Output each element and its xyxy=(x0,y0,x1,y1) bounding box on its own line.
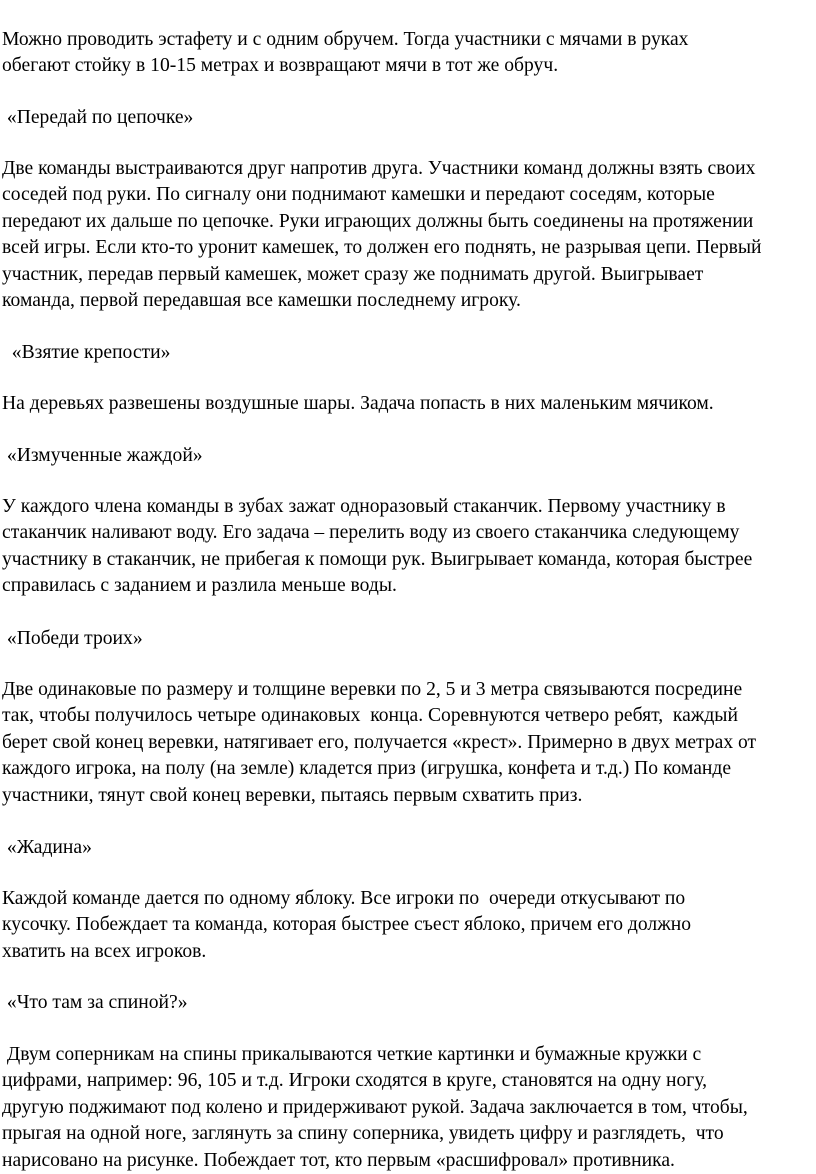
text-line: У каждого члена команды в зубах зажат одноразовый стаканчик. Первому участнику в xyxy=(2,496,726,517)
text-line: нарисовано на рисунке. Побеждает тот, кто первым «расшифровал» противника. xyxy=(2,1149,675,1171)
section-body-thirst xyxy=(2,494,814,600)
text-line: кусочку. Побеждает та команда, которая быстрее съест яблоко, причем его должно xyxy=(2,914,692,936)
text-line: каждого игрока, на полу (на земле) кладется приз (игрушка, конфета и т.д.) По команде xyxy=(2,758,732,780)
intro-paragraph xyxy=(2,27,814,80)
section-body-behind-back xyxy=(2,1042,814,1174)
section-body-beat-three xyxy=(2,677,814,809)
section-title-thirst: «Измученные жаждой» xyxy=(2,445,203,466)
text-line: участник, передав первый камешек, может сразу же поднимать другой. Выигрывает xyxy=(2,263,704,285)
text-line: прыгая на одной ноге, заглянуть за спину соперника, увидеть цифру и разглядеть, что xyxy=(2,1123,724,1145)
section-body-pass-chain xyxy=(2,156,814,314)
text-line: цифрами, например: 96, 105 и т.д. Игроки сходятся в круге, становятся на одну ногу, xyxy=(2,1070,708,1092)
text-line: участнику в стаканчик, не прибегая к помощи рук. Выигрывает команда, которая быстрее xyxy=(2,548,753,570)
section-title-greedy: «Жадина» xyxy=(2,837,92,858)
section-body-fortress xyxy=(2,391,814,417)
section-title-beat-three: «Победи троих» xyxy=(2,628,143,649)
text-line: Каждой команде дается по одному яблоку. Все игроки по очереди откусывают по xyxy=(2,888,686,909)
text-line: Двум соперникам на спины прикалываются четкие картинки и бумажные кружки с xyxy=(2,1044,702,1065)
text-line: На деревьях развешены воздушные шары. Задача попасть в них маленьким мячиком. xyxy=(2,393,714,414)
text-line: передают их дальше по цепочке. Руки играющих должны быть соединены на протяжении xyxy=(2,210,754,232)
text-line: стаканчик наливают воду. Его задача – перелить воду из своего стаканчика следующему xyxy=(2,522,740,544)
text-line: так, чтобы получилось четыре одинаковых конца. Соревнуются четверо ребят, каждый xyxy=(2,705,738,727)
section-title-behind-back: «Что там за спиной?» xyxy=(2,992,188,1013)
text-line: участники, тянут свой конец веревки, пытаясь первым схватить приз. xyxy=(2,784,583,806)
section-body-greedy xyxy=(2,886,814,965)
section-title-pass-chain: «Передай по цепочке» xyxy=(2,107,194,128)
text-line: всей игры. Если кто-то уронит камешек, то должен его поднять, не разрывая цепи. Первый xyxy=(2,237,762,259)
section-title-fortress: «Взятие крепости» xyxy=(2,342,171,363)
text-line: соседей под руки. По сигналу они поднимают камешки и передают соседям, которые xyxy=(2,184,715,206)
text-line: команда, первой передавшая все камешки последнему игроку. xyxy=(2,290,521,312)
text-line: другую поджимают под колено и придерживают рукой. Задача заключается в том, чтобы, xyxy=(2,1096,748,1118)
text-line: Две команды выстраиваются друг напротив друга. Участники команд должны взять своих xyxy=(2,158,756,179)
text-line: справилась с заданием и разлила меньше воды. xyxy=(2,575,397,597)
text-line: обегают стойку в 10-15 метрах и возвращают мячи в тот же обруч. xyxy=(2,55,559,77)
text-line: Можно проводить эстафету и с одним обручем. Тогда участники с мячами в руках xyxy=(2,29,689,50)
text-line: хватить на всех игроков. xyxy=(2,940,207,962)
text-line: берет свой конец веревки, натягивает его, получается «крест». Примерно в двух метрах от xyxy=(2,731,757,753)
text-line: Две одинаковые по размеру и толщине веревки по 2, 5 и 3 метра связываются посредине xyxy=(2,679,743,700)
